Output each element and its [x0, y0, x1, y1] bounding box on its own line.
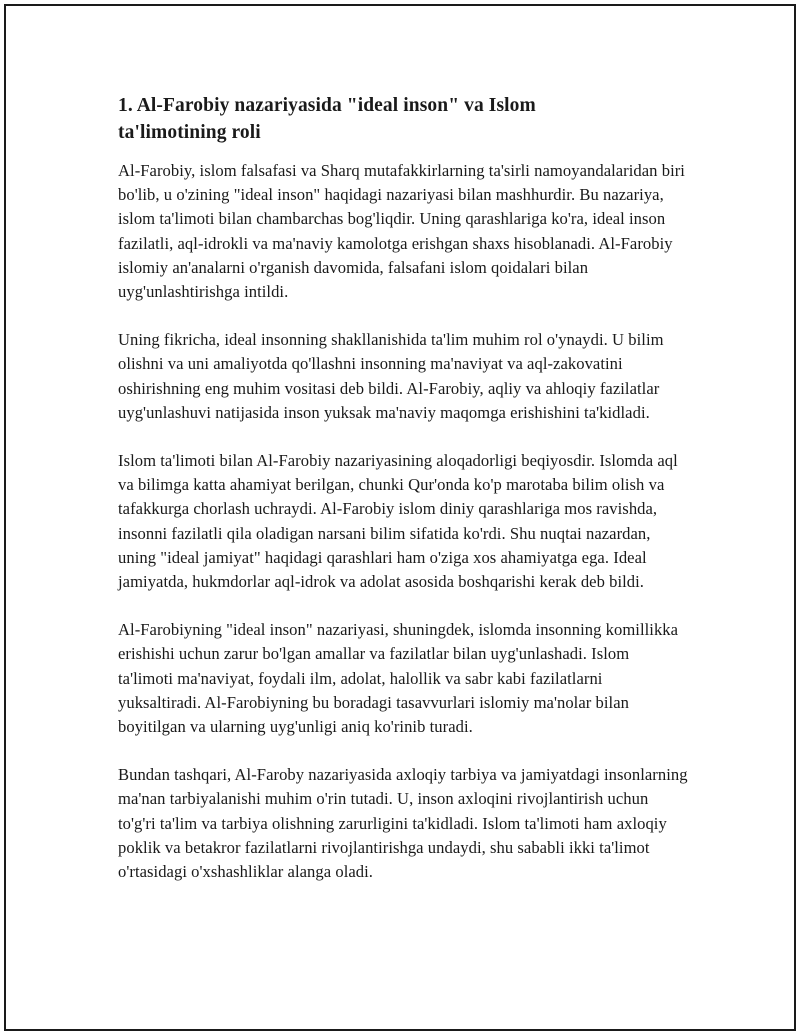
paragraph-5: Bundan tashqari, Al-Faroby nazariyasida axloqiy tarbiya va jamiyatdagi insonlarning ma'nan tarbiyalanishi muhim o'rin tutadi. U, inson axloqini rivojlantirish uchun to'g'ri ta'lim va tarbiya olishning zarurligini ta'kidladi. Islom ta'limoti ham axloqiy poklik va betakror fazilatlarni rivojlantirishga undaydi, shu sababli ikki ta'limot o'rtasidagi o'xshashliklar alanga oladi. [118, 765, 688, 882]
paragraph-1: Al-Farobiy, islom falsafasi va Sharq mutafakkirlarning ta'sirli namoyandalaridan biri bo'lib, u o'zining "ideal inson" haqidagi nazariyasi bilan mashhurdir. Bu nazariya, islom ta'limoti bilan chambarchas bog'liqdir. Uning qarashlariga ko'ra, ideal inson fazilatli, aql-idrokli va ma'naviy kamolotga erishgan shaxs hisoblanadi. Al-Farobiy islomiy an'analarni o'rganish davomida, falsafani islom qoidalari bilan uyg'unlashtirishga intildi. [118, 161, 685, 302]
paragraph-4: Al-Farobiyning "ideal inson" nazariyasi, shuningdek, islomda insonning komillikka erishishi uchun zarur bo'lgan amallar va fazilatlar bilan uyg'unlashadi. Islom ta'limoti ma'naviyat, foydali ilm, adolat, halollik va sabr kabi fazilatlarni yuksaltiradi. Al-Farobiyning bu boradagi tasavvurlari islomiy ma'nolar bilan boyitilgan va ularning uyg'unligi aniq ko'rinib turadi. [118, 620, 679, 737]
paragraph-3: Islom ta'limoti bilan Al-Farobiy nazariyasining aloqadorligi beqiyosdir. Islomda aql va bilimga katta ahamiyat berilgan, chunki Qur'onda ko'p marotaba bilim olish va tafakkurga chorlash uchraydi. Al-Farobiy islom diniy qarashlariga mos ravishda, insonni fazilatli qila oladigan narsani bilim sifatida ko'rdi. Shu nuqtai nazardan, uning "ideal jamiyat" haqidagi qarashlari ham o'ziga xos ahamiyatga ega. Ideal jamiyatda, hukmdorlar aql-idrok va adolat asosida boshqarishi kerak deb bildi. [118, 451, 678, 592]
document-body [118, 92, 688, 908]
paragraph-2: Uning fikricha, ideal insonning shakllanishida ta'lim muhim rol o'ynaydi. U bilim olishni va uni amaliyotda qo'llashni insonning ma'naviyat va aql-zakovatini oshirishning eng muhim vositasi deb bildi. Al-Farobiy, aqliy va ahloqiy fazilatlar uyg'unlashuvi natijasida inson yuksak ma'naviy maqomga erishishini ta'kidladi. [118, 330, 664, 422]
title-line-2: ta'limotining roli [118, 122, 261, 143]
title-line-1: 1. Al-Farobiy nazariyasida "ideal inson" va Islom [118, 95, 536, 116]
page-title [118, 92, 688, 146]
